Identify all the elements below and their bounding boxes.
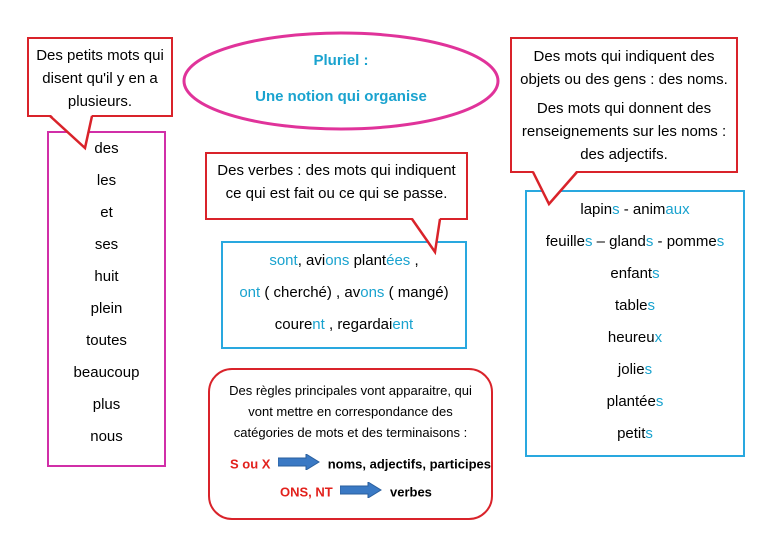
callout-nouns (510, 37, 738, 173)
noun-item (527, 386, 743, 418)
word-part: – gland (592, 233, 646, 250)
word-part: table (614, 297, 648, 314)
word-part: - anim (619, 201, 666, 218)
verbs-line-3 (223, 309, 465, 341)
word-part: coure (274, 316, 313, 333)
ending-highlight: ons (360, 284, 385, 301)
ending-highlight: ons (325, 252, 350, 269)
word-part: plant (349, 252, 387, 269)
title (200, 50, 482, 108)
noun-item (527, 290, 743, 322)
determiner-item: et (100, 204, 113, 221)
rule-2-value: verbes (389, 484, 432, 500)
determiner-item: plein (90, 300, 123, 317)
word-part: , (410, 252, 419, 269)
callout-verbs (205, 152, 468, 220)
ending-highlight: x (654, 329, 663, 346)
word-part: , regardai (324, 316, 393, 333)
noun-item (527, 354, 743, 386)
ending-highlight: aux (665, 201, 690, 218)
ending-highlight: s (647, 297, 656, 314)
rules-text: Des règles principales vont apparaitre, qui vont mettre en correspondance des catégories de mots et des terminaisons : (229, 383, 472, 440)
word-part: , avi (297, 252, 326, 269)
ending-highlight: ont (239, 284, 261, 301)
determiner-item: plus (92, 396, 121, 413)
ending-highlight: ent (392, 316, 414, 333)
noun-item (527, 418, 743, 450)
word-part: petit (617, 425, 646, 442)
title-line2: Une notion qui organise (255, 88, 427, 105)
callout-verbs-text: Des verbes : des mots qui indiquent ce qui est fait ou ce qui se passe. (217, 162, 456, 202)
rule-row-1 (230, 454, 491, 474)
word-part: - pomme (653, 233, 717, 250)
rule-2-arrow (340, 482, 382, 504)
determiners-list (49, 133, 164, 453)
word-part: jolie (617, 361, 645, 378)
word-part: ( cherché) , av (260, 284, 361, 301)
rule-1-arrow (278, 454, 320, 476)
word-part: heureu (607, 329, 655, 346)
rule-1-value: noms, adjectifs, participes (327, 456, 491, 472)
arrow-icon (340, 482, 382, 498)
ending-highlight: s (584, 233, 593, 250)
word-part: lapin (580, 201, 613, 218)
ending-highlight: s (652, 265, 660, 282)
callout-determiners (27, 37, 173, 117)
word-part: ( mangé) (384, 284, 449, 301)
verbs-line-2 (223, 277, 465, 309)
noun-item (527, 322, 743, 354)
noun-item (527, 258, 743, 290)
rule-row-2 (280, 482, 432, 502)
ending-highlight: sont (269, 252, 298, 269)
callout-nouns-para2: Des mots qui donnent des renseignements sur les noms : des adjectifs. (521, 100, 727, 163)
determiner-item: beaucoup (73, 364, 140, 381)
callout-determiners-text: Des petits mots qui disent qu'il y en a plusieurs. (36, 47, 164, 110)
verbs-box (221, 241, 467, 349)
word-part: enfant (610, 265, 653, 282)
ending-highlight: s (644, 361, 653, 378)
ending-highlight: ées (386, 252, 411, 269)
title-line1: Pluriel : (313, 52, 369, 69)
nouns-list (527, 194, 743, 450)
word-part: plantée (606, 393, 656, 410)
noun-item (527, 226, 743, 258)
determiner-item: les (96, 172, 117, 189)
determiner-item: ses (94, 236, 119, 253)
rules-box (208, 368, 493, 520)
ending-highlight: s (655, 393, 664, 410)
ending-highlight: s (612, 201, 620, 218)
callout-nouns-para1: Des mots qui indiquent des objets ou des gens : des noms. (520, 48, 728, 88)
determiner-item: nous (90, 428, 123, 445)
arrow-icon (278, 454, 320, 470)
ending-highlight: s (716, 233, 725, 250)
noun-item (527, 194, 743, 226)
ending-highlight: nt (312, 316, 325, 333)
nouns-box (525, 190, 745, 457)
verbs-line-1 (223, 245, 465, 277)
determiners-box (47, 131, 166, 467)
ending-highlight: s (645, 233, 654, 250)
rule-1-key: S ou X (230, 456, 271, 472)
determiner-item: huit (94, 268, 119, 285)
ending-highlight: s (645, 425, 653, 442)
determiner-item: toutes (86, 332, 127, 349)
determiner-item: des (94, 140, 119, 157)
word-part: feuille (545, 233, 585, 250)
rule-2-key: ONS, NT (280, 484, 333, 500)
